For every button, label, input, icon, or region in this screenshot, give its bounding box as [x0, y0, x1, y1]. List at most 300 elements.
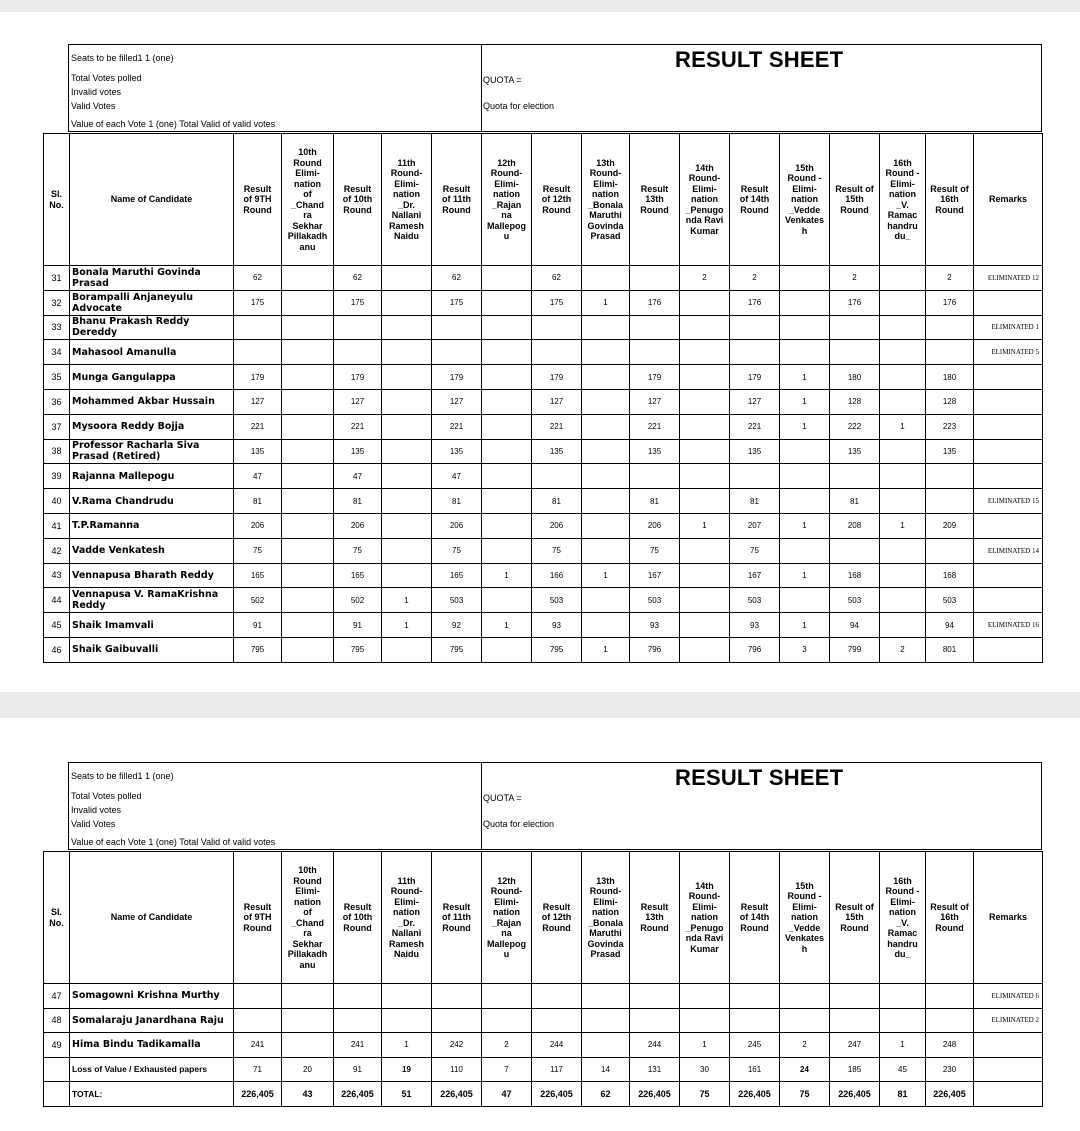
header-text: Result — [542, 901, 571, 912]
elim-12th-cell: 7 — [482, 1057, 532, 1082]
header-text: nation — [294, 178, 321, 189]
header-text: 11th — [397, 157, 416, 168]
result-9th-cell: 241 — [234, 1033, 282, 1058]
result-13th-cell — [630, 315, 680, 340]
header-text: _Penugo — [685, 922, 724, 933]
elim-14th-cell — [680, 538, 730, 563]
candidate-row — [44, 389, 1043, 414]
elim-13th-cell: 14 — [582, 1057, 630, 1082]
elim-15th-cell: 1 — [780, 513, 830, 538]
remarks-cell — [974, 1033, 1043, 1058]
sl-no-cell: 46 — [44, 637, 70, 662]
header-text: Result of — [835, 901, 874, 912]
sl-no-cell: 36 — [44, 389, 70, 414]
result-12th-cell — [532, 315, 582, 340]
elim-13th-cell — [582, 315, 630, 340]
elim-10th-cell — [282, 389, 334, 414]
header-text: Elimi- — [494, 896, 519, 907]
header-text: 15th — [795, 880, 814, 891]
result-15th-cell — [830, 340, 880, 365]
header-text: Round — [935, 204, 964, 215]
result-14th-cell: 167 — [730, 563, 780, 588]
result-sheet-page-1 — [0, 12, 1080, 692]
elim-11th-cell: 51 — [382, 1082, 432, 1107]
valid-votes-label: Valid Votes — [71, 101, 116, 111]
header-text: _Bonala — [587, 199, 623, 210]
header-text: of 9TH — [243, 194, 272, 205]
header-text: Mallepog — [486, 938, 526, 949]
candidate-row — [44, 538, 1043, 563]
header-text: 15th — [795, 162, 814, 173]
header-text: Remarks — [988, 912, 1028, 923]
elim-14th-cell — [680, 588, 730, 613]
header-text: nation — [889, 907, 916, 917]
result-15th-cell: 94 — [830, 613, 880, 638]
header-text: Result — [740, 901, 769, 912]
elim-11th-cell — [382, 439, 432, 464]
candidate-name-cell: Shaik Gaibuvalli — [70, 637, 234, 662]
result-9th-cell: 127 — [234, 389, 282, 414]
elim-14th-cell: 30 — [680, 1057, 730, 1082]
result-13th-cell: 127 — [630, 389, 680, 414]
header-text: 13th — [596, 157, 615, 168]
header-text: Sl. — [50, 189, 62, 199]
seats-label: Seats to be filled1 1 (one) — [71, 53, 174, 63]
result-11th-cell: 226,405 — [432, 1082, 482, 1107]
result-9th-cell: 71 — [234, 1057, 282, 1082]
result-12th-cell: 117 — [532, 1057, 582, 1082]
candidate-row — [44, 637, 1043, 662]
result-16th-cell: 503 — [926, 588, 974, 613]
elim-13th-cell: 1 — [582, 290, 630, 315]
result-table — [43, 133, 1043, 663]
elim-10th-cell — [282, 464, 334, 489]
elim-14th-cell — [680, 984, 730, 1009]
result-11th-cell — [432, 340, 482, 365]
result-11th-cell: 110 — [432, 1057, 482, 1082]
elim-12th-cell — [482, 414, 532, 439]
header-text: Elimi- — [295, 168, 320, 178]
result-14th-cell: 93 — [730, 613, 780, 638]
header-text: 12th — [497, 157, 516, 168]
candidate-name-cell: Vennapusa V. RamaKrishna Reddy — [70, 588, 234, 613]
elim-13th-cell — [582, 365, 630, 390]
result-13th-cell: 135 — [630, 439, 680, 464]
invalid-votes-label: Invalid votes — [71, 805, 122, 815]
result-14th-cell: 176 — [730, 290, 780, 315]
header-text: of 11th — [441, 912, 471, 923]
elim-12th-cell — [482, 538, 532, 563]
result-11th-cell: 135 — [432, 439, 482, 464]
result-9th-cell: 502 — [234, 588, 282, 613]
elim-11th-cell — [382, 1008, 432, 1033]
result-11th-cell: 81 — [432, 489, 482, 514]
remarks-cell — [974, 439, 1043, 464]
candidate-row — [44, 489, 1043, 514]
elim-11th-cell: 1 — [382, 613, 432, 638]
elim-14th-cell — [680, 563, 730, 588]
header-text: Nallani — [391, 210, 422, 220]
header-text: Sl. — [50, 907, 62, 917]
result-16th-cell: 94 — [926, 613, 974, 638]
elim-16th-cell: 1 — [880, 1033, 926, 1058]
remarks-cell — [974, 1082, 1043, 1107]
result-table — [43, 851, 1043, 1107]
result-13th-cell: 93 — [630, 613, 680, 638]
vote-value-label: Value of each Vote 1 (one) Total Valid of valid votes — [71, 837, 276, 847]
header-text: of 9TH — [243, 912, 272, 923]
remarks-cell — [974, 637, 1043, 662]
elim-13th-cell — [582, 414, 630, 439]
header-text: Round- — [589, 886, 622, 896]
result-10th-cell: 81 — [334, 489, 382, 514]
elim-16th-cell: 1 — [880, 513, 926, 538]
result-9th-cell: 179 — [234, 365, 282, 390]
elim-13th-cell — [582, 1033, 630, 1058]
elim-16th-cell — [880, 315, 926, 340]
elim-11th-cell — [382, 637, 432, 662]
sheet-title: RESULT SHEET — [675, 765, 844, 790]
result-11th-cell: 206 — [432, 513, 482, 538]
header-text: Elimi- — [394, 178, 419, 189]
result-10th-cell: 241 — [334, 1033, 382, 1058]
header-text: Name of Candidate — [110, 912, 193, 923]
result-13th-cell — [630, 1008, 680, 1033]
elim-11th-cell — [382, 340, 432, 365]
result-14th-cell: 226,405 — [730, 1082, 780, 1107]
result-16th-cell — [926, 489, 974, 514]
result-13th-cell: 179 — [630, 365, 680, 390]
result-10th-cell — [334, 1008, 382, 1033]
header-elim-10th — [282, 134, 334, 266]
result-9th-cell: 206 — [234, 513, 282, 538]
result-15th-cell — [830, 984, 880, 1009]
sl-no-cell: 41 — [44, 513, 70, 538]
elim-11th-cell — [382, 315, 432, 340]
elim-13th-cell — [582, 984, 630, 1009]
result-16th-cell: 226,405 — [926, 1082, 974, 1107]
elim-16th-cell: 1 — [880, 414, 926, 439]
result-15th-cell: 247 — [830, 1033, 880, 1058]
header-candidate-name — [70, 134, 234, 266]
header-text: 12th — [497, 875, 516, 886]
candidate-name-cell: V.Rama Chandrudu — [70, 489, 234, 514]
elim-16th-cell — [880, 340, 926, 365]
remarks-cell: ELIMINATED 1 — [974, 315, 1043, 340]
header-text: Kumar — [690, 225, 719, 236]
elim-16th-cell — [880, 439, 926, 464]
header-text: 13th — [645, 194, 664, 205]
header-elim-14th — [680, 134, 730, 266]
candidate-name-cell: T.P.Ramanna — [70, 513, 234, 538]
elim-16th-cell: 2 — [880, 637, 926, 662]
elim-11th-cell — [382, 414, 432, 439]
header-elim-13th — [582, 852, 630, 984]
sl-no-cell: 33 — [44, 315, 70, 340]
header-result-9th — [234, 852, 282, 984]
header-text: nation — [691, 912, 718, 923]
header-text: ra — [303, 210, 312, 220]
sheet-title: RESULT SHEET — [675, 47, 844, 72]
header-result-15th — [830, 852, 880, 984]
sl-no-cell: 38 — [44, 439, 70, 464]
header-text: Elimi- — [394, 896, 419, 907]
header-text: Ramac — [887, 928, 918, 938]
header-text: _Vedde — [788, 922, 821, 933]
elim-11th-cell — [382, 489, 432, 514]
header-result-16th — [926, 134, 974, 266]
header-text: nation — [889, 189, 916, 199]
elim-16th-cell — [880, 538, 926, 563]
candidate-name-cell: TOTAL: — [70, 1082, 234, 1107]
elim-14th-cell — [680, 290, 730, 315]
header-text: na — [501, 210, 512, 220]
candidate-row — [44, 613, 1043, 638]
result-15th-cell — [830, 1008, 880, 1033]
sl-no-cell: 48 — [44, 1008, 70, 1033]
candidate-name-cell: Mahasool Amanulla — [70, 340, 234, 365]
result-10th-cell: 62 — [334, 266, 382, 291]
elim-14th-cell: 2 — [680, 266, 730, 291]
elim-12th-cell — [482, 637, 532, 662]
header-text: Round — [640, 922, 669, 933]
header-result-13th — [630, 852, 680, 984]
header-elim-15th — [780, 134, 830, 266]
elim-10th-cell — [282, 340, 334, 365]
remarks-cell — [974, 513, 1043, 538]
result-14th-cell — [730, 984, 780, 1009]
candidate-name-cell: Somagowni Krishna Murthy — [70, 984, 234, 1009]
quota-for-election-label: Quota for election — [483, 101, 555, 111]
header-text: Round- — [589, 168, 622, 178]
header-text: Round — [343, 922, 372, 933]
header-text: Round — [442, 204, 471, 215]
result-13th-cell — [630, 340, 680, 365]
elim-12th-cell: 47 — [482, 1082, 532, 1107]
result-14th-cell: 135 — [730, 439, 780, 464]
header-text: na — [501, 928, 512, 938]
elim-13th-cell — [582, 389, 630, 414]
sl-no-cell — [44, 1082, 70, 1107]
candidate-name-cell: Mysoora Reddy Bojja — [70, 414, 234, 439]
elim-16th-cell — [880, 266, 926, 291]
header-text: 14th — [695, 162, 714, 173]
candidate-row — [44, 1033, 1043, 1058]
result-11th-cell: 165 — [432, 563, 482, 588]
header-text: du_ — [894, 949, 911, 959]
header-text: u — [503, 231, 510, 241]
candidate-name-cell: Shaik Imamvali — [70, 613, 234, 638]
header-text: Result — [442, 183, 471, 194]
result-10th-cell: 91 — [334, 613, 382, 638]
elim-10th-cell — [282, 588, 334, 613]
header-text: Pillakadh — [287, 231, 328, 241]
candidate-name-cell: Bonala Maruthi Govinda Prasad — [70, 266, 234, 291]
header-text: Result of — [930, 183, 969, 194]
result-9th-cell: 81 — [234, 489, 282, 514]
header-elim-11th — [382, 134, 432, 266]
header-text: Venkates — [784, 933, 825, 944]
elim-12th-cell — [482, 290, 532, 315]
result-15th-cell — [830, 315, 880, 340]
elim-15th-cell: 1 — [780, 365, 830, 390]
result-14th-cell: 503 — [730, 588, 780, 613]
result-14th-cell: 179 — [730, 365, 780, 390]
remarks-cell — [974, 414, 1043, 439]
elim-15th-cell: 1 — [780, 613, 830, 638]
header-elim-12th — [482, 134, 532, 266]
header-text: 16th — [893, 157, 912, 168]
header-elim-11th — [382, 852, 432, 984]
header-text: Round — [293, 875, 322, 886]
header-text: Sekhar — [292, 938, 323, 949]
header-text: Elimi- — [792, 901, 817, 912]
header-text: _Rajan — [491, 199, 522, 210]
header-text: _Chand — [290, 199, 324, 210]
sl-no-cell: 39 — [44, 464, 70, 489]
header-text: 16th — [893, 875, 912, 886]
header-text: 16th — [940, 912, 959, 923]
result-15th-cell: 799 — [830, 637, 880, 662]
header-text: Maruthi — [589, 210, 622, 220]
candidate-row — [44, 588, 1043, 613]
header-text: Round - — [885, 886, 920, 896]
header-text: nation — [791, 194, 818, 205]
header-result-10th — [334, 852, 382, 984]
elim-16th-cell — [880, 588, 926, 613]
result-16th-cell: 801 — [926, 637, 974, 662]
result-15th-cell: 168 — [830, 563, 880, 588]
header-text: Round- — [390, 886, 423, 896]
header-result-12th — [532, 852, 582, 984]
loss-row — [44, 1057, 1043, 1082]
result-12th-cell: 206 — [532, 513, 582, 538]
candidate-row — [44, 563, 1043, 588]
header-text: Elimi- — [593, 178, 618, 189]
result-16th-cell: 248 — [926, 1033, 974, 1058]
elim-12th-cell — [482, 513, 532, 538]
elim-14th-cell — [680, 315, 730, 340]
elim-16th-cell — [880, 563, 926, 588]
candidate-row — [44, 290, 1043, 315]
sl-no-cell: 44 — [44, 588, 70, 613]
header-text: Venkates — [784, 215, 825, 226]
result-13th-cell: 75 — [630, 538, 680, 563]
result-16th-cell: 209 — [926, 513, 974, 538]
result-11th-cell: 62 — [432, 266, 482, 291]
candidate-row — [44, 464, 1043, 489]
invalid-votes-label: Invalid votes — [71, 87, 122, 97]
result-15th-cell — [830, 464, 880, 489]
header-text: Sekhar — [292, 220, 323, 231]
elim-15th-cell — [780, 464, 830, 489]
header-text: No. — [49, 917, 64, 928]
quota-for-election-label: Quota for election — [483, 819, 555, 829]
elim-13th-cell — [582, 538, 630, 563]
header-text: of — [303, 189, 312, 199]
elim-16th-cell — [880, 365, 926, 390]
result-15th-cell: 135 — [830, 439, 880, 464]
result-9th-cell: 75 — [234, 538, 282, 563]
result-10th-cell: 502 — [334, 588, 382, 613]
result-15th-cell: 222 — [830, 414, 880, 439]
remarks-cell — [974, 365, 1043, 390]
result-11th-cell: 179 — [432, 365, 482, 390]
result-11th-cell: 503 — [432, 588, 482, 613]
elim-14th-cell — [680, 489, 730, 514]
elim-13th-cell — [582, 439, 630, 464]
result-14th-cell: 207 — [730, 513, 780, 538]
header-result-12th — [532, 134, 582, 266]
result-9th-cell: 175 — [234, 290, 282, 315]
elim-15th-cell — [780, 984, 830, 1009]
elim-12th-cell — [482, 389, 532, 414]
result-9th-cell — [234, 1008, 282, 1033]
header-text: h — [801, 225, 808, 236]
header-text: nation — [393, 189, 420, 199]
result-11th-cell: 242 — [432, 1033, 482, 1058]
elim-16th-cell — [880, 613, 926, 638]
result-14th-cell: 127 — [730, 389, 780, 414]
result-9th-cell: 135 — [234, 439, 282, 464]
elim-10th-cell — [282, 563, 334, 588]
sl-no-cell: 34 — [44, 340, 70, 365]
elim-15th-cell — [780, 1008, 830, 1033]
elim-10th-cell — [282, 290, 334, 315]
result-10th-cell — [334, 340, 382, 365]
candidate-name-cell: Professor Racharla Siva Prasad (Retired) — [70, 439, 234, 464]
elim-12th-cell — [482, 489, 532, 514]
header-text: Ramesh — [388, 938, 424, 949]
header-sl-no — [44, 852, 70, 984]
result-12th-cell: 244 — [532, 1033, 582, 1058]
elim-12th-cell — [482, 340, 532, 365]
elim-11th-cell — [382, 538, 432, 563]
elim-15th-cell: 75 — [780, 1082, 830, 1107]
candidate-name-cell: Vennapusa Bharath Reddy — [70, 563, 234, 588]
elim-11th-cell: 19 — [382, 1057, 432, 1082]
elim-12th-cell — [482, 984, 532, 1009]
header-text: ra — [303, 928, 312, 938]
header-text: Naidu — [393, 231, 419, 241]
elim-15th-cell — [780, 315, 830, 340]
header-text: u — [503, 949, 510, 959]
header-text: Maruthi — [589, 928, 622, 938]
result-10th-cell — [334, 315, 382, 340]
elim-14th-cell — [680, 414, 730, 439]
header-row — [44, 134, 1043, 266]
header-text: Elimi- — [494, 178, 519, 189]
candidate-name-cell: Hima Bindu Tadikamalla — [70, 1033, 234, 1058]
elim-13th-cell: 1 — [582, 637, 630, 662]
elim-14th-cell — [680, 613, 730, 638]
header-text: _Chand — [290, 917, 324, 928]
header-text: Ramac — [887, 210, 918, 220]
elim-11th-cell — [382, 389, 432, 414]
header-text: Result — [343, 901, 372, 912]
elim-11th-cell: 1 — [382, 588, 432, 613]
elim-15th-cell: 1 — [780, 389, 830, 414]
elim-12th-cell — [482, 266, 532, 291]
candidate-row — [44, 414, 1043, 439]
result-9th-cell — [234, 984, 282, 1009]
elim-13th-cell — [582, 464, 630, 489]
elim-11th-cell — [382, 563, 432, 588]
result-13th-cell: 131 — [630, 1057, 680, 1082]
result-14th-cell: 81 — [730, 489, 780, 514]
elim-16th-cell — [880, 290, 926, 315]
result-10th-cell: 226,405 — [334, 1082, 382, 1107]
